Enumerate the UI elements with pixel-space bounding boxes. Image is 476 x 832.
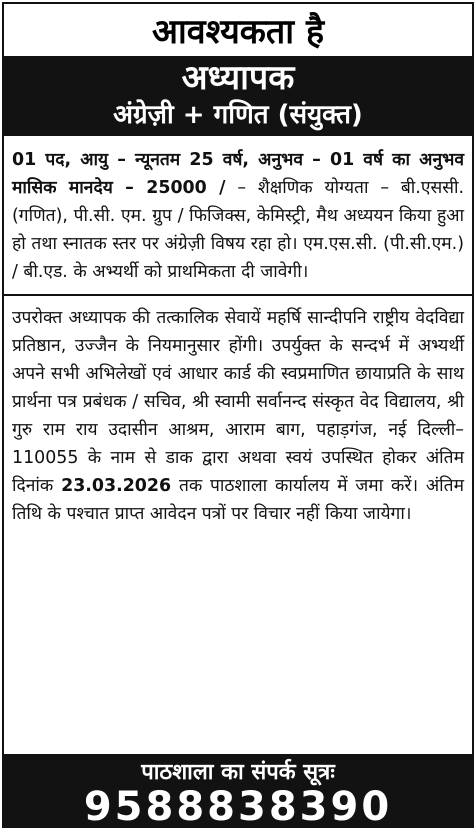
advertisement-body (4, 136, 472, 528)
contact-footer (4, 754, 472, 830)
phone-number: 9588838390 (83, 784, 393, 830)
position-title: अध्यापक (181, 58, 295, 98)
terms-paragraph (12, 304, 464, 528)
qualification-text: – शैक्षणिक योग्यता – बी.एससी. (गणित), पी.सी. एम. ग्रुप / फिजिक्स, केमिस्ट्री, मैथ अध्ययन किया हुआ हो तथा स्नातक स्तर पर अंग्रेज़ी विषय रहा हो। एम.एस.सी. (पी.सी.एम.) / बी.एड. के अभ्यर्थी को प्राथमिकता दी जावेगी। (12, 178, 464, 282)
last-date: 23.03.2026 (61, 476, 172, 496)
section-divider (4, 294, 472, 296)
job-advertisement (2, 2, 474, 828)
terms-text: उपरोक्त अध्यापक की तत्कालिक सेवायें महर्षि सान्दीपनि राष्ट्रीय वेदविद्या प्रतिष्ठान, उज्जैन के नियमानुसार होंगी। उपर्युक्त के सन्दर्भ में अभ्यर्थी अपने सभी अभिलेखों एवं आधार कार्ड की स्वप्रमाणित छायाप्रति के साथ प्रार्थना पत्र प्रबंधक / सचिव, श्री स्वामी सर्वानन्द संस्कृत वेद विद्यालय, श्री गुरु राम राय उदासीन आश्रम, आराम बाग, पहाड़गंज, नई दिल्ली– 110055 के नाम से डाक द्वारा अथवा स्वयं उपस्थित होकर अंतिम दिनांक (12, 308, 464, 496)
requirement-heading: आवश्यकता है (151, 12, 324, 52)
subjects-subtitle: अंग्रेज़ी + गणित (संयुक्त) (113, 100, 363, 130)
terms-text-after-date: तक पाठशाला कार्यालय में जमा करें। अंतिम तिथि के पश्चात प्राप्त आवेदन पत्रों पर विचार नहीं किया जायेगा। (12, 476, 464, 524)
posts-age-salary-line: 01 पद, आयु – न्यूनतम 25 वर्ष, अनुभव – 01 वर्ष का अनुभव मासिक मानदेय – 25000 / (12, 150, 464, 198)
details-paragraph (12, 146, 464, 286)
position-banner (4, 56, 472, 136)
contact-label: पाठशाला का संपर्क सूत्रः (141, 760, 335, 785)
